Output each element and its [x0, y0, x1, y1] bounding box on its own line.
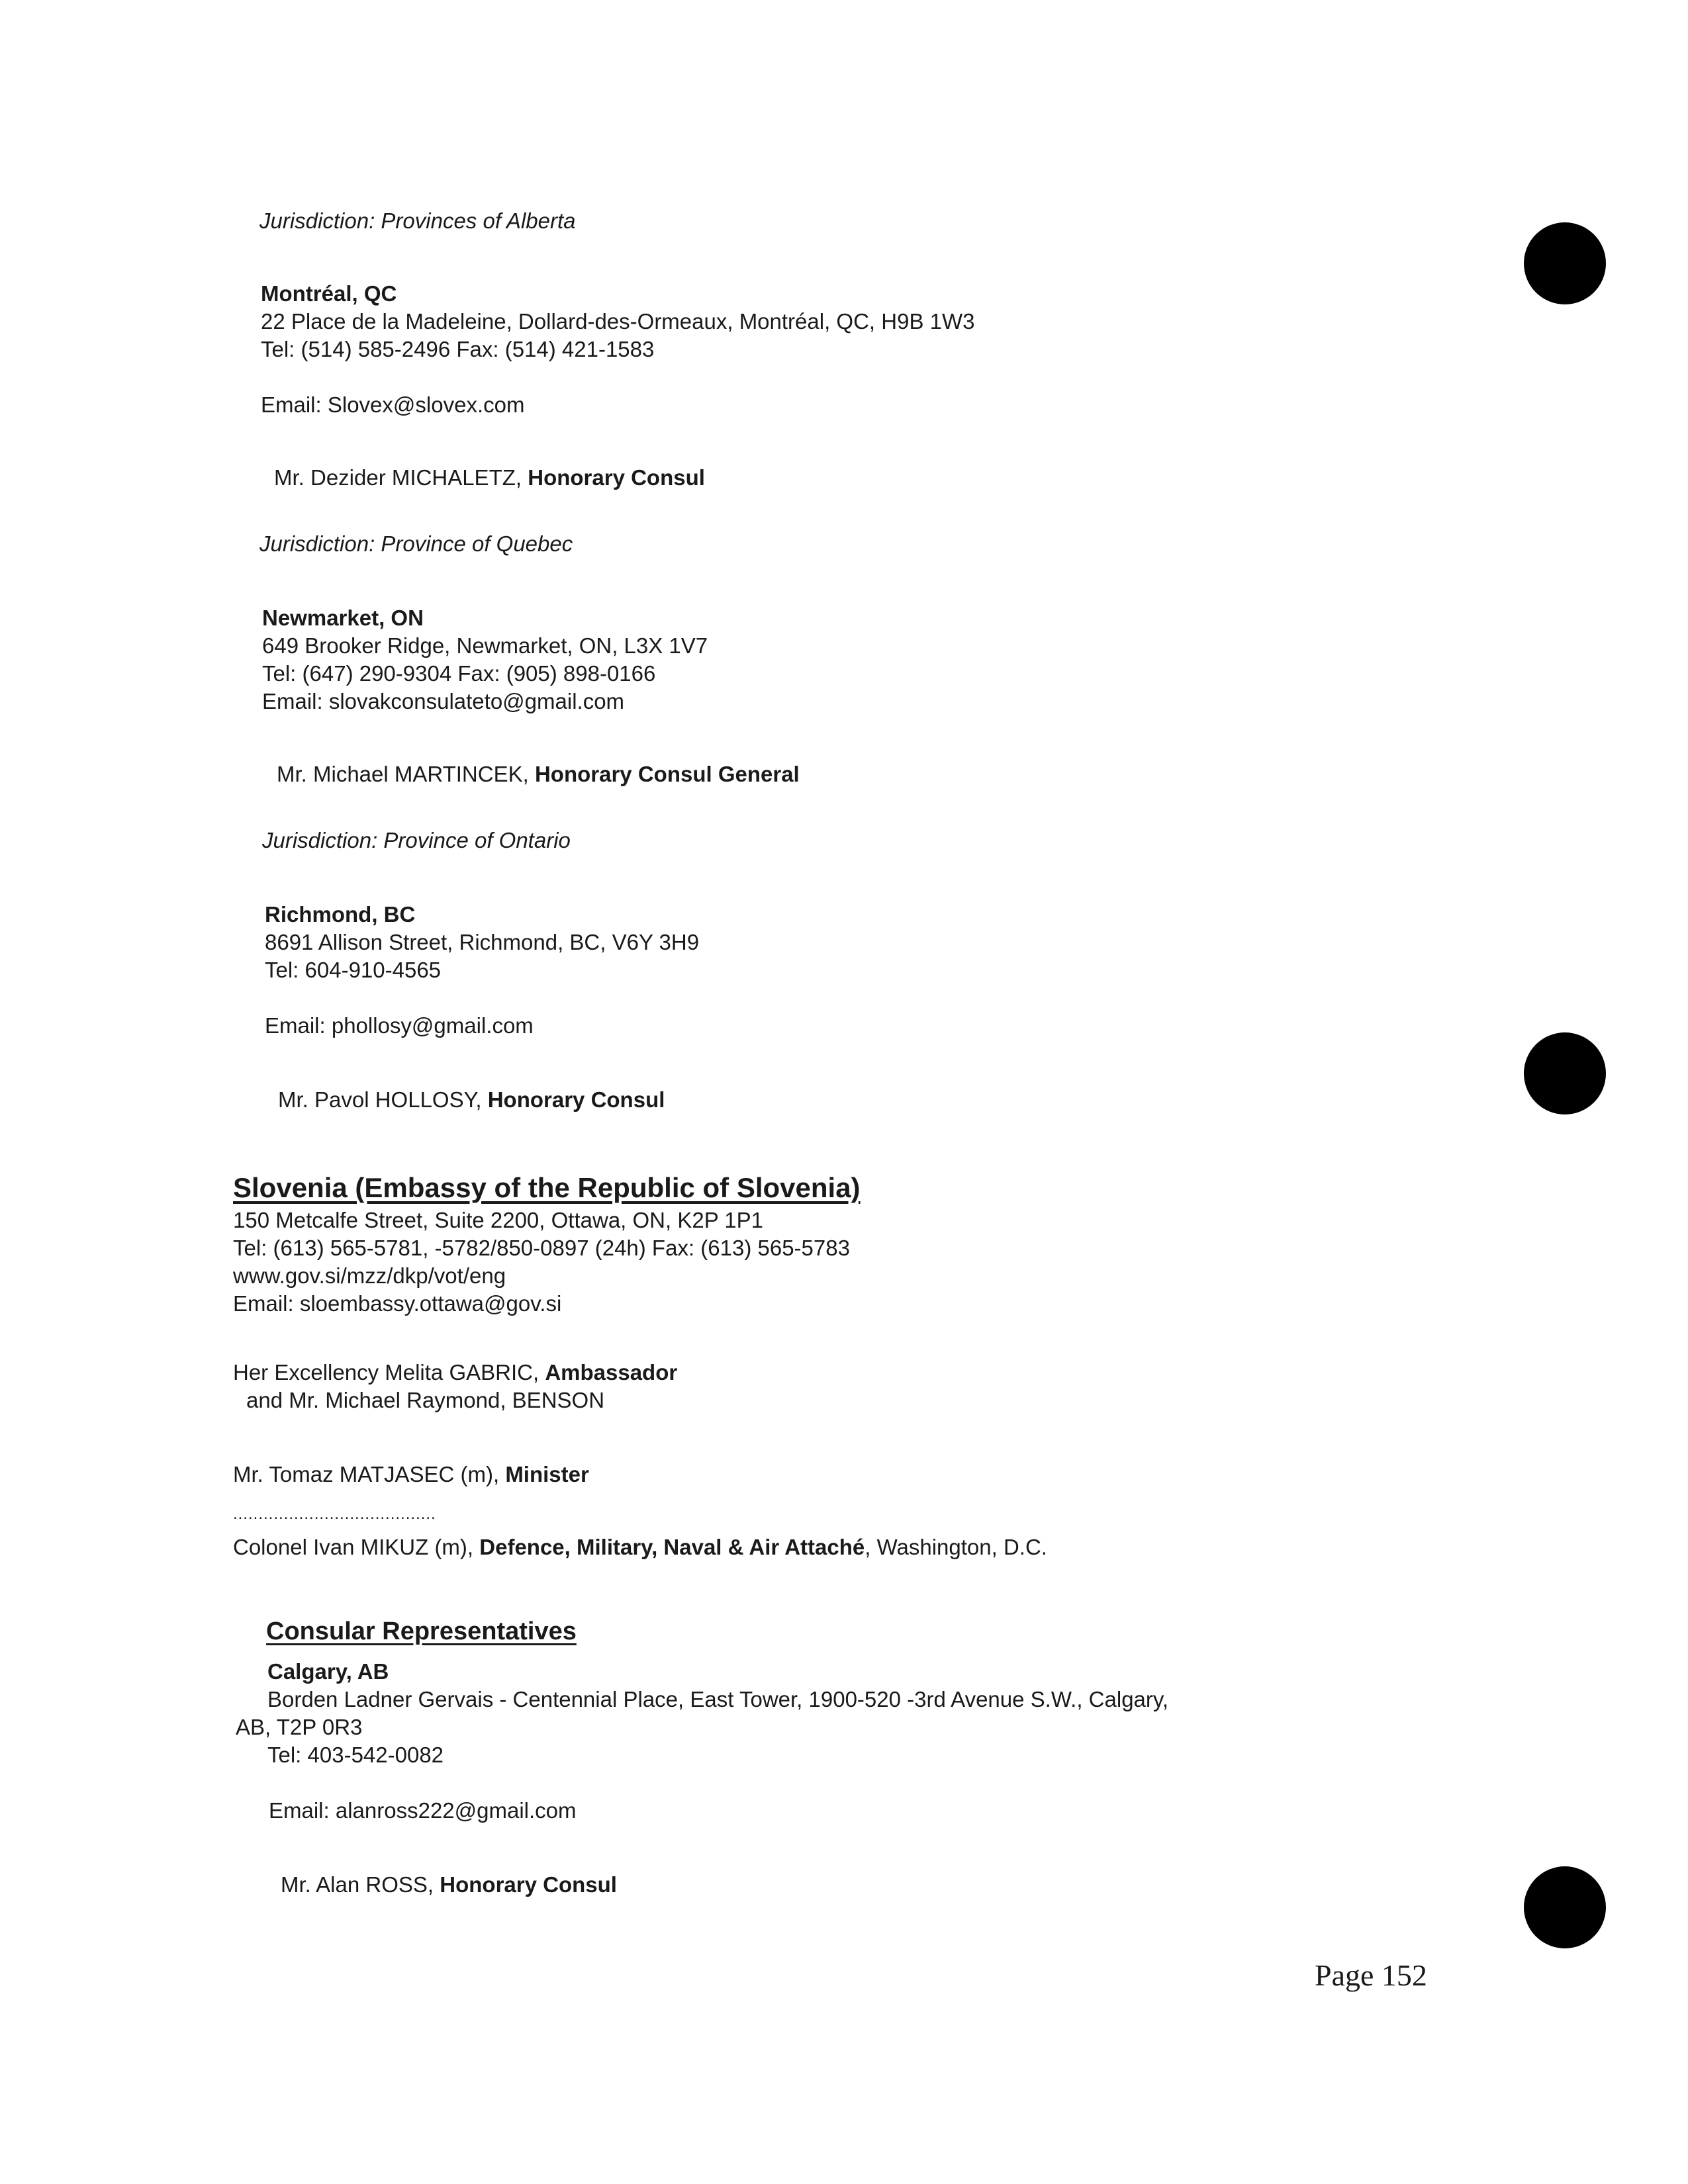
- slovenia-address: 150 Metcalfe Street, Suite 2200, Ottawa, ON, K2P 1P1: [233, 1208, 764, 1232]
- dotted-separator: ........................................: [233, 1505, 436, 1523]
- person-title: Honorary Consul: [528, 465, 705, 490]
- richmond-tel: Tel: 604-910-4565: [265, 958, 442, 982]
- slovenia-attache: [233, 1534, 1047, 1561]
- jurisdiction-value: Province of Quebec: [381, 531, 573, 556]
- page-number: Page 152: [1315, 1958, 1427, 1992]
- person-title: Honorary Consul General: [534, 762, 800, 786]
- jurisdiction-alberta: [259, 208, 576, 234]
- person-name: Colonel Ivan MIKUZ (m),: [233, 1535, 474, 1559]
- person-title: Honorary Consul: [487, 1087, 665, 1112]
- calgary-tel: Tel: 403-542-0082: [267, 1743, 444, 1767]
- richmond-email: Email: phollosy@gmail.com: [265, 1013, 534, 1038]
- slovenia-minister: [233, 1461, 589, 1488]
- montreal-consul: [274, 465, 705, 491]
- calgary-email: Email: alanross222@gmail.com: [269, 1798, 577, 1823]
- slovenia-spouse: and Mr. Michael Raymond, BENSON: [246, 1388, 605, 1412]
- slovenia-tel-fax: Tel: (613) 565-5781, -5782/850-0897 (24h) Fax: (613) 565-5783: [233, 1236, 850, 1260]
- slovenia-email: Email: sloembassy.ottawa@gov.si: [233, 1291, 562, 1316]
- richmond-city-heading: Richmond, BC: [265, 902, 416, 927]
- person-title: Minister: [505, 1462, 589, 1486]
- person-name: Mr. Pavol HOLLOSY,: [278, 1087, 482, 1112]
- person-name: Mr. Dezider MICHALETZ,: [274, 465, 522, 490]
- consular-heading: Consular Representatives: [266, 1617, 577, 1645]
- slovenia-heading: Slovenia (Embassy of the Republic of Slovenia): [233, 1172, 861, 1203]
- montreal-email: Email: Slovex@slovex.com: [261, 392, 525, 417]
- calgary-address-line1: Borden Ladner Gervais - Centennial Place, East Tower, 1900-520 -3rd Avenue S.W., Calgary,: [267, 1687, 1169, 1711]
- person-name: Mr. Alan ROSS,: [281, 1872, 434, 1897]
- newmarket-city-heading: Newmarket, ON: [262, 606, 424, 630]
- attache-location: , Washington, D.C.: [865, 1535, 1047, 1559]
- person-title: Ambassador: [545, 1360, 678, 1385]
- newmarket-tel-fax: Tel: (647) 290-9304 Fax: (905) 898-0166: [262, 661, 656, 686]
- calgary-address-line2: AB, T2P 0R3: [236, 1715, 363, 1739]
- slovenia-ambassador: [233, 1359, 677, 1386]
- jurisdiction-label: Jurisdiction:: [259, 208, 375, 233]
- montreal-city-heading: Montréal, QC: [261, 281, 397, 306]
- jurisdiction-value: Provinces of Alberta: [381, 208, 576, 233]
- montreal-tel-fax: Tel: (514) 585-2496 Fax: (514) 421-1583: [261, 337, 655, 361]
- calgary-city-heading: Calgary, AB: [267, 1659, 389, 1684]
- jurisdiction-quebec: [259, 531, 573, 557]
- person-name: Her Excellency Melita GABRIC,: [233, 1360, 539, 1385]
- richmond-address: 8691 Allison Street, Richmond, BC, V6Y 3H9: [265, 930, 700, 954]
- punch-hole-bottom: [1524, 1866, 1606, 1948]
- punch-hole-top: [1524, 222, 1606, 304]
- person-title: Defence, Military, Naval & Air Attaché: [479, 1535, 865, 1559]
- jurisdiction-value: Province of Ontario: [383, 828, 571, 852]
- jurisdiction-label: Jurisdiction:: [259, 531, 375, 556]
- jurisdiction-label: Jurisdiction:: [262, 828, 378, 852]
- slovenia-website: www.gov.si/mzz/dkp/vot/eng: [233, 1263, 506, 1288]
- calgary-consul: [281, 1872, 617, 1898]
- person-name: Mr. Michael MARTINCEK,: [277, 762, 529, 786]
- newmarket-consul: [277, 761, 800, 788]
- newmarket-email: Email: slovakconsulateto@gmail.com: [262, 689, 625, 713]
- punch-hole-middle: [1524, 1032, 1606, 1115]
- newmarket-address: 649 Brooker Ridge, Newmarket, ON, L3X 1V7: [262, 633, 708, 658]
- jurisdiction-ontario: [262, 827, 571, 854]
- person-name: Mr. Tomaz MATJASEC (m),: [233, 1462, 500, 1486]
- person-title: Honorary Consul: [440, 1872, 617, 1897]
- richmond-consul: [278, 1087, 665, 1113]
- montreal-address: 22 Place de la Madeleine, Dollard-des-Ormeaux, Montréal, QC, H9B 1W3: [261, 309, 975, 334]
